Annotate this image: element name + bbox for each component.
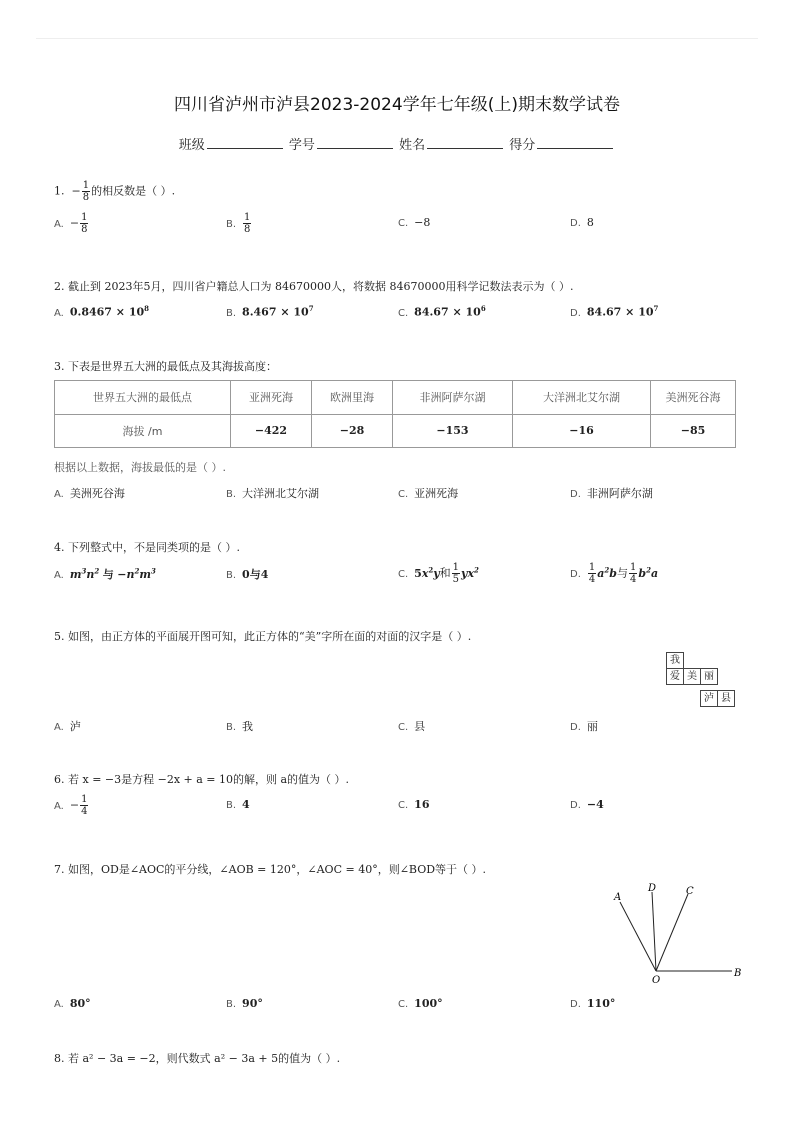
- table-row: [55, 414, 736, 448]
- q4-option-d[interactable]: D. $\frac{1}{4}$ $a^2b$与 $\frac{1}{4}$ $b^2a$: [570, 562, 659, 585]
- student-info-line: [0, 134, 794, 153]
- net-cell: 县: [717, 690, 735, 707]
- q5-option-b[interactable]: B. 我: [226, 720, 254, 733]
- q3-option-c[interactable]: C. 亚洲死海: [398, 487, 459, 500]
- page-title: 四川省泸州市泸县2023-2024学年七年级(上)期末数学试卷: [174, 95, 620, 115]
- table-header-cell: 欧洲里海: [312, 381, 393, 415]
- ray-od: [652, 892, 656, 971]
- table-cell: −153: [393, 414, 513, 448]
- table-header-cell: 亚洲死海: [231, 381, 312, 415]
- q3-option-b[interactable]: B. 大洋洲北艾尔湖: [226, 487, 320, 500]
- q1-option-a[interactable]: A. − $\frac{1}{8}$: [54, 212, 88, 235]
- label-d: D: [648, 883, 657, 894]
- label-c: C: [686, 886, 694, 897]
- q4-option-b[interactable]: B. 0与4: [226, 568, 269, 581]
- table-row-label: 海拔 /m: [55, 414, 231, 448]
- angle-diagram: [612, 880, 752, 990]
- q7-option-b[interactable]: B. 90°: [226, 997, 263, 1010]
- table-cell: −28: [312, 414, 393, 448]
- question-1-stem: 1. − $\frac{1}{8}$ 的相反数是（ ）.: [54, 180, 176, 203]
- q6-option-b[interactable]: B. 4: [226, 798, 250, 811]
- ray-oa: [620, 902, 656, 971]
- net-cell: 泸: [700, 690, 718, 707]
- number-label: 学号: [288, 138, 315, 153]
- q5-option-c[interactable]: C. 县: [398, 720, 426, 733]
- altitude-table: [54, 380, 736, 448]
- net-cell: 美: [683, 668, 701, 685]
- q1-option-d[interactable]: D. 8: [570, 216, 594, 229]
- net-cell: 我: [666, 652, 684, 669]
- class-blank[interactable]: [207, 136, 283, 149]
- label-b: B: [734, 968, 742, 979]
- question-4-stem: 4. 下列整式中，不是同类项的是（ ）.: [54, 541, 240, 554]
- table-header-cell: 大洋洲北艾尔湖: [513, 381, 651, 415]
- table-cell: −85: [651, 414, 736, 448]
- fraction: $\frac{1}{8}$: [82, 180, 90, 203]
- net-cell: 丽: [700, 668, 718, 685]
- table-header-cell: 美洲死谷海: [651, 381, 736, 415]
- q7-option-d[interactable]: D. 110°: [570, 997, 616, 1010]
- question-8-stem: 8. 若 a² − 3a = −2，则代数式 a² − 3a + 5的值为（ ）.: [54, 1052, 341, 1065]
- table-cell: −422: [231, 414, 312, 448]
- q1-option-b[interactable]: B. $\frac{1}{8}$: [226, 212, 251, 235]
- q2-option-a[interactable]: A. $0.8467 \times 10^8$: [54, 304, 150, 319]
- q3-option-a[interactable]: A. 美洲死谷海: [54, 487, 125, 500]
- score-label: 得分: [509, 138, 536, 153]
- class-label: 班级: [178, 138, 205, 153]
- question-6-stem: 6. 若 x = −3是方程 −2x + a = 10的解，则 a的值为（ ）.: [54, 773, 350, 786]
- page-top-rule: [36, 38, 758, 39]
- table-header-cell: 非洲阿萨尔湖: [393, 381, 513, 415]
- q5-option-a[interactable]: A. 泸: [54, 720, 81, 733]
- q4-option-a[interactable]: A. $m^3n^2$ 与 $-n^2m^3$: [54, 566, 156, 581]
- question-3-stem: 3. 下表是世界五大洲的最低点及其海拔高度：: [54, 360, 277, 373]
- label-o: O: [652, 975, 661, 986]
- q3-option-d[interactable]: D. 非洲阿萨尔湖: [570, 487, 653, 500]
- q6-option-d[interactable]: D. −4: [570, 798, 604, 811]
- q6-option-c[interactable]: C. 16: [398, 798, 430, 811]
- q7-option-a[interactable]: A. 80°: [54, 997, 91, 1010]
- net-cell: 爱: [666, 668, 684, 685]
- name-label: 姓名: [399, 138, 426, 153]
- q2-option-d[interactable]: D. $84.67 \times 10^7$: [570, 304, 659, 319]
- question-3-prompt: 根据以上数据，海拔最低的是（ ）.: [54, 461, 226, 474]
- q2-option-b[interactable]: B. $8.467 \times 10^7$: [226, 304, 314, 319]
- q2-option-c[interactable]: C. $84.67 \times 10^6$: [398, 304, 486, 319]
- q6-option-a[interactable]: A. − $\frac{1}{4}$: [54, 794, 88, 817]
- question-5-stem: 5. 如图，由正方体的平面展开图可知，此正方体的“美”字所在面的对面的汉字是（ ）.: [54, 630, 472, 643]
- name-blank[interactable]: [427, 136, 503, 149]
- table-header-cell: 世界五大洲的最低点: [55, 381, 231, 415]
- q4-option-c[interactable]: C. $5x^2y$和 $\frac{1}{5}$ $yx^2$: [398, 562, 479, 585]
- q1-option-c[interactable]: C. −8: [398, 216, 431, 229]
- number-blank[interactable]: [317, 136, 393, 149]
- q7-option-c[interactable]: C. 100°: [398, 997, 443, 1010]
- score-blank[interactable]: [537, 136, 613, 149]
- question-7-stem: 7. 如图，OD是∠AOC的平分线，∠AOB = 120°，∠AOC = 40°，则∠BOD等于（ ）.: [54, 863, 487, 876]
- table-cell: −16: [513, 414, 651, 448]
- q5-option-d[interactable]: D. 丽: [570, 720, 598, 733]
- table-header-row: [55, 381, 736, 415]
- label-a: A: [614, 892, 622, 903]
- question-2-stem: 2. 截止到 2023年5月，四川省户籍总人口为 84670000人，将数据 84670000用科学记数法表示为（ ）.: [54, 280, 574, 293]
- ray-oc: [656, 894, 688, 971]
